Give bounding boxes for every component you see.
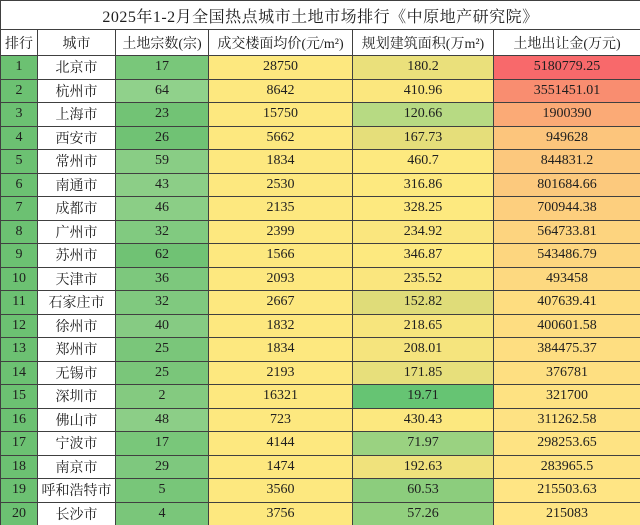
table-row	[1, 244, 640, 268]
table-row	[1, 479, 640, 503]
rank-cell: 8	[1, 220, 38, 244]
area-cell: 19.71	[353, 385, 494, 409]
rank-cell: 2	[1, 79, 38, 103]
rank-cell: 11	[1, 291, 38, 315]
city-cell: 郑州市	[38, 338, 116, 362]
fee-cell: 384475.37	[494, 338, 640, 362]
fee-cell: 3551451.01	[494, 79, 640, 103]
fee-cell: 949628	[494, 126, 640, 150]
fee-cell: 400601.58	[494, 314, 640, 338]
parcels-cell: 23	[116, 103, 209, 127]
city-cell: 徐州市	[38, 314, 116, 338]
city-cell: 西安市	[38, 126, 116, 150]
table-row	[1, 150, 640, 174]
rank-cell: 12	[1, 314, 38, 338]
table-body	[1, 56, 640, 525]
fee-cell: 801684.66	[494, 173, 640, 197]
price-cell: 2667	[209, 291, 353, 315]
area-cell: 192.63	[353, 455, 494, 479]
table-row	[1, 314, 640, 338]
table-title: 2025年1-2月全国热点城市土地市场排行《中原地产研究院》	[1, 1, 640, 30]
table-row	[1, 103, 640, 127]
rank-cell: 7	[1, 197, 38, 221]
fee-cell: 321700	[494, 385, 640, 409]
area-cell: 346.87	[353, 244, 494, 268]
fee-cell: 564733.81	[494, 220, 640, 244]
price-cell: 4144	[209, 432, 353, 456]
table-row	[1, 79, 640, 103]
fee-cell: 298253.65	[494, 432, 640, 456]
rank-cell: 15	[1, 385, 38, 409]
rank-cell: 1	[1, 56, 38, 80]
parcels-cell: 25	[116, 338, 209, 362]
fee-cell: 5180779.25	[494, 56, 640, 80]
price-cell: 8642	[209, 79, 353, 103]
parcels-cell: 5	[116, 479, 209, 503]
fee-cell: 700944.38	[494, 197, 640, 221]
parcels-cell: 62	[116, 244, 209, 268]
area-cell: 316.86	[353, 173, 494, 197]
area-cell: 460.7	[353, 150, 494, 174]
col-header-land-transfer-fee: 土地出让金(万元)	[494, 30, 640, 56]
parcels-cell: 4	[116, 502, 209, 525]
col-header-avg-floor-price: 成交楼面均价(元/m²)	[209, 30, 353, 56]
parcels-cell: 40	[116, 314, 209, 338]
city-cell: 南通市	[38, 173, 116, 197]
area-cell: 235.52	[353, 267, 494, 291]
area-cell: 71.97	[353, 432, 494, 456]
table-row	[1, 408, 640, 432]
city-cell: 南京市	[38, 455, 116, 479]
parcels-cell: 36	[116, 267, 209, 291]
price-cell: 1832	[209, 314, 353, 338]
table-row	[1, 220, 640, 244]
area-cell: 57.26	[353, 502, 494, 525]
price-cell: 3756	[209, 502, 353, 525]
city-cell: 长沙市	[38, 502, 116, 525]
parcels-cell: 64	[116, 79, 209, 103]
city-cell: 常州市	[38, 150, 116, 174]
fee-cell: 283965.5	[494, 455, 640, 479]
table-row	[1, 338, 640, 362]
table-row	[1, 197, 640, 221]
fee-cell: 215083	[494, 502, 640, 525]
price-cell: 2093	[209, 267, 353, 291]
rank-cell: 18	[1, 455, 38, 479]
price-cell: 2135	[209, 197, 353, 221]
city-cell: 成都市	[38, 197, 116, 221]
area-cell: 60.53	[353, 479, 494, 503]
parcels-cell: 59	[116, 150, 209, 174]
table-row	[1, 361, 640, 385]
area-cell: 180.2	[353, 56, 494, 80]
parcels-cell: 17	[116, 432, 209, 456]
table-row	[1, 432, 640, 456]
rank-cell: 4	[1, 126, 38, 150]
rank-cell: 6	[1, 173, 38, 197]
area-cell: 218.65	[353, 314, 494, 338]
area-cell: 234.92	[353, 220, 494, 244]
area-cell: 430.43	[353, 408, 494, 432]
fee-cell: 311262.58	[494, 408, 640, 432]
city-cell: 苏州市	[38, 244, 116, 268]
city-cell: 北京市	[38, 56, 116, 80]
parcels-cell: 32	[116, 291, 209, 315]
city-cell: 杭州市	[38, 79, 116, 103]
rank-cell: 16	[1, 408, 38, 432]
city-cell: 石家庄市	[38, 291, 116, 315]
parcels-cell: 2	[116, 385, 209, 409]
area-cell: 410.96	[353, 79, 494, 103]
area-cell: 208.01	[353, 338, 494, 362]
parcels-cell: 48	[116, 408, 209, 432]
rank-cell: 5	[1, 150, 38, 174]
table-row	[1, 502, 640, 525]
price-cell: 1566	[209, 244, 353, 268]
city-cell: 宁波市	[38, 432, 116, 456]
price-cell: 3560	[209, 479, 353, 503]
col-header-planned-area: 规划建筑面积(万m²)	[353, 30, 494, 56]
parcels-cell: 29	[116, 455, 209, 479]
city-cell: 深圳市	[38, 385, 116, 409]
table-row	[1, 291, 640, 315]
parcels-cell: 46	[116, 197, 209, 221]
fee-cell: 844831.2	[494, 150, 640, 174]
rank-cell: 10	[1, 267, 38, 291]
fee-cell: 376781	[494, 361, 640, 385]
parcels-cell: 32	[116, 220, 209, 244]
fee-cell: 215503.63	[494, 479, 640, 503]
price-cell: 16321	[209, 385, 353, 409]
table-row	[1, 455, 640, 479]
price-cell: 28750	[209, 56, 353, 80]
title-row	[1, 1, 640, 30]
table-row	[1, 126, 640, 150]
rank-cell: 13	[1, 338, 38, 362]
area-cell: 152.82	[353, 291, 494, 315]
parcels-cell: 17	[116, 56, 209, 80]
rank-cell: 3	[1, 103, 38, 127]
parcels-cell: 43	[116, 173, 209, 197]
city-cell: 呼和浩特市	[38, 479, 116, 503]
table-row	[1, 385, 640, 409]
price-cell: 5662	[209, 126, 353, 150]
city-cell: 佛山市	[38, 408, 116, 432]
price-cell: 15750	[209, 103, 353, 127]
area-cell: 328.25	[353, 197, 494, 221]
fee-cell: 1900390	[494, 103, 640, 127]
city-cell: 无锡市	[38, 361, 116, 385]
city-cell: 广州市	[38, 220, 116, 244]
table-row	[1, 267, 640, 291]
city-cell: 天津市	[38, 267, 116, 291]
header-row	[1, 30, 640, 56]
col-header-rank: 排行	[1, 30, 38, 56]
parcels-cell: 25	[116, 361, 209, 385]
area-cell: 167.73	[353, 126, 494, 150]
table-row	[1, 173, 640, 197]
fee-cell: 407639.41	[494, 291, 640, 315]
col-header-city: 城市	[38, 30, 116, 56]
rank-cell: 9	[1, 244, 38, 268]
rank-cell: 19	[1, 479, 38, 503]
city-cell: 上海市	[38, 103, 116, 127]
price-cell: 2399	[209, 220, 353, 244]
fee-cell: 543486.79	[494, 244, 640, 268]
price-cell: 1474	[209, 455, 353, 479]
fee-cell: 493458	[494, 267, 640, 291]
rank-cell: 17	[1, 432, 38, 456]
area-cell: 171.85	[353, 361, 494, 385]
price-cell: 723	[209, 408, 353, 432]
table-row	[1, 56, 640, 80]
price-cell: 1834	[209, 150, 353, 174]
parcels-cell: 26	[116, 126, 209, 150]
price-cell: 2193	[209, 361, 353, 385]
price-cell: 2530	[209, 173, 353, 197]
price-cell: 1834	[209, 338, 353, 362]
rank-cell: 14	[1, 361, 38, 385]
area-cell: 120.66	[353, 103, 494, 127]
rank-cell: 20	[1, 502, 38, 525]
col-header-parcels: 土地宗数(宗)	[116, 30, 209, 56]
